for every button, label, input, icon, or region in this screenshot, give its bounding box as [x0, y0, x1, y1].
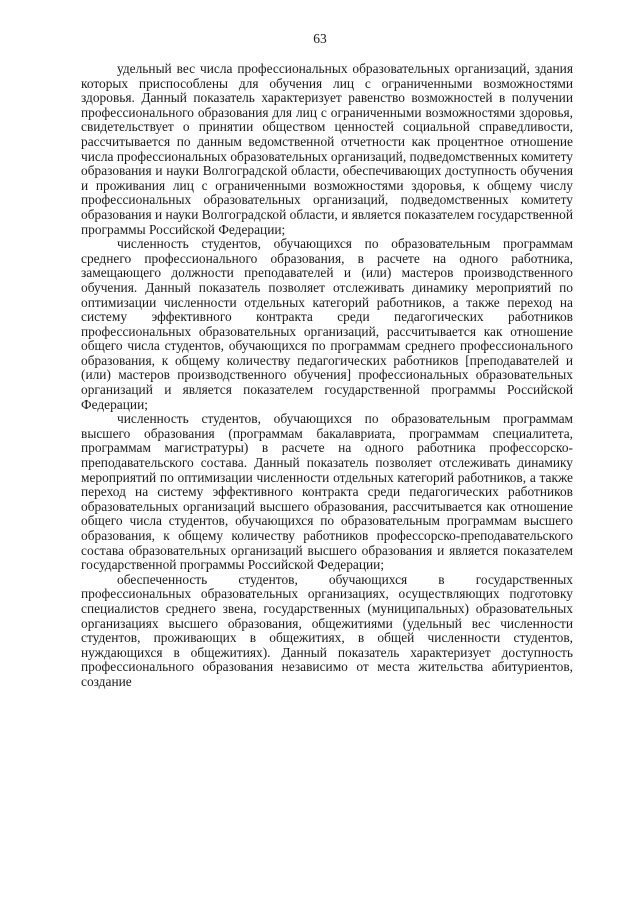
document-body — [81, 62, 573, 690]
paragraph-share-of-accessible-buildings: удельный вес числа профессиональных образовательных организаций, здания которых приспособлены для обучения лиц с ограниченными возможностями здоровья. Данный показатель характеризует равенство возможностей в получении профессионального образования для лиц с ограниченными возможностями здоровья, свидетельствует о принятии обществом ценностей социальной справедливости, рассчитывается по данным ведомственной отчетности как процентное отношение числа профессиональных образовательных организаций, подведомственных комитету образования и науки Волгоградской области, обеспечивающих доступность обучения и проживания лиц с ограниченными возможностями здоровья, к общему числу профессиональных образовательных организаций, подведомственных комитету образования и науки Волгоградской области, и является показателем государственной программы Российской Федерации; — [81, 61, 573, 237]
paragraph-dormitory-provision: обеспеченность студентов, обучающихся в государственных профессиональных образовательных организациях, осуществляющих подготовку специалистов среднего звена, государственных (муниципальных) образовательных организациях высшего образования, общежитиями (удельный вес численности студентов, проживающих в общежитиях, в общей численности студентов, нуждающихся в общежитиях). Данный показатель характеризует доступность профессионального образования независимо от места жительства абитуриентов, создание — [81, 571, 573, 689]
page-number: 63 — [313, 31, 327, 46]
paragraph-higher-ed-students-per-teacher: численность студентов, обучающихся по образовательным программам высшего образования (программам бакалавриата, программам специалитета, программам магистратуры) в расчете на одного работника профессорско-преподавательского состава. Данный показатель позволяет отслеживать динамику мероприятий по оптимизации численности отдельных категорий работников, а также переход на систему эффективного контракта среди педагогических работников образовательных организаций высшего образования, рассчитывается как отношение общего числа студентов, обучающихся по образовательным программам высшего образования, к общему количеству работников профессорско-преподавательского состава образовательных организаций высшего образования и является показателем государственной программы Российской Федерации; — [81, 411, 573, 573]
paragraph-spo-students-per-teacher: численность студентов, обучающихся по образовательным программам среднего профессионального образования, в расчете на одного работника, замещающего должности преподавателей и (или) мастеров производственного обучения. Данный показатель позволяет отслеживать динамику мероприятий по оптимизации численности отдельных категорий работников, а также переход на систему эффективного контракта среди педагогических работников профессиональных образовательных организаций, рассчитывается как отношение общего числа студентов, обучающихся по программам среднего профессионального образования, к общему количеству педагогических работников [преподавателей и (или) мастеров производственного обучения] профессиональных образовательных организаций и является показателем государственной программы Российской Федерации; — [81, 236, 573, 412]
